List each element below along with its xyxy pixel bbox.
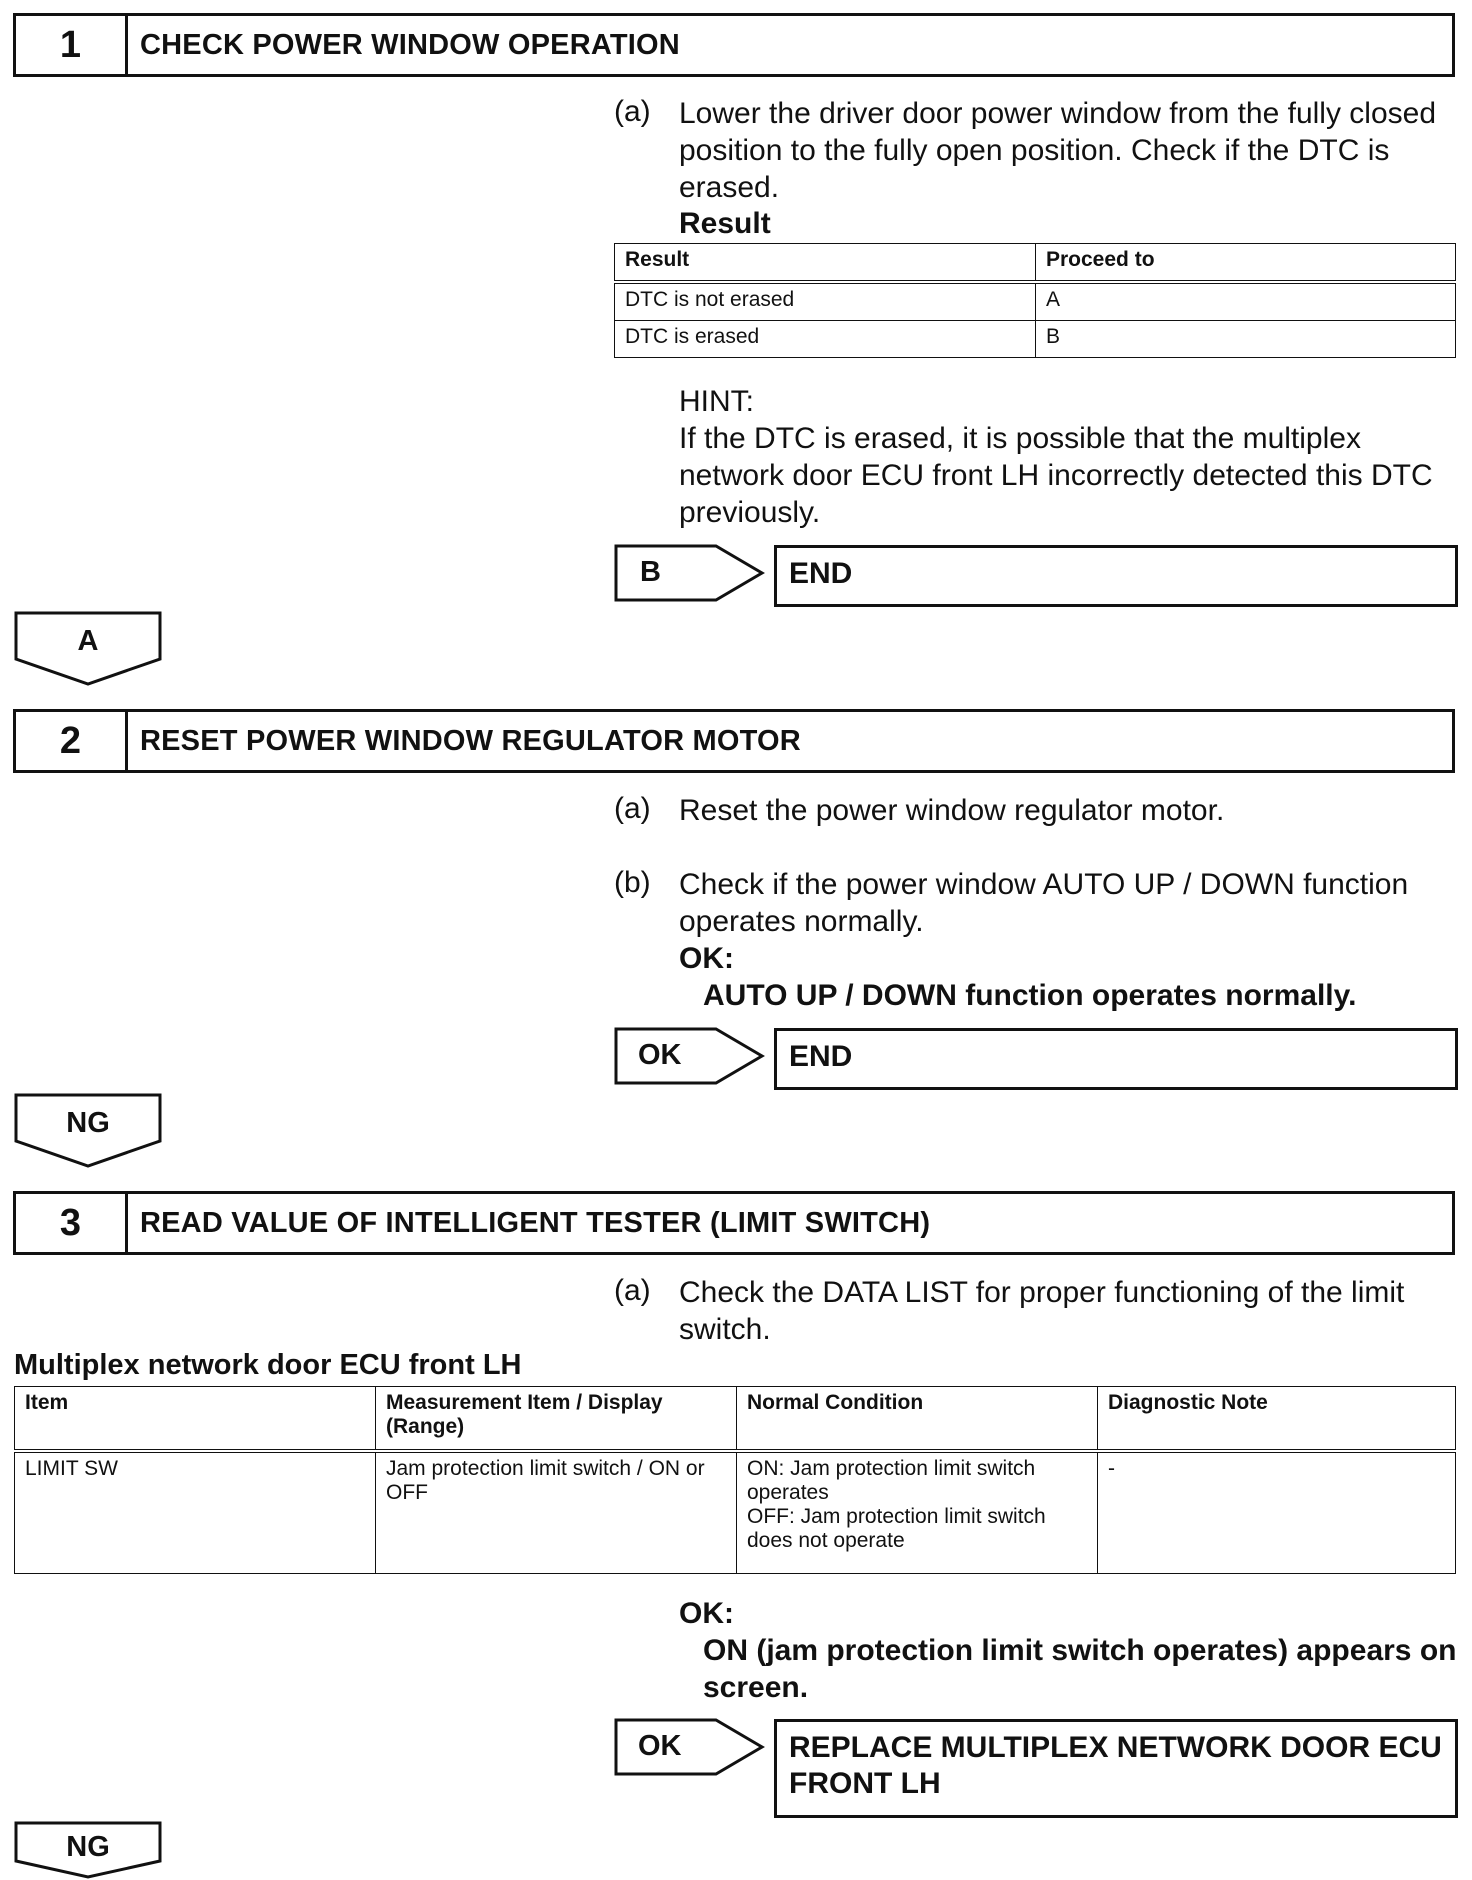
- table-cell: DTC is not erased: [615, 282, 1036, 321]
- table-cell: [737, 1451, 1098, 1574]
- table-cell: B: [1036, 321, 1456, 358]
- step-1-result-table: [614, 243, 1456, 358]
- step-3-header: [13, 1191, 1455, 1255]
- step-2-item-b-text: Check if the power window AUTO UP / DOWN function operates normally.: [679, 868, 1409, 938]
- step-3-data-list-table: [14, 1386, 1456, 1574]
- step-3-replace-box: REPLACE MULTIPLEX NETWORK DOOR ECU FRONT LH: [774, 1719, 1458, 1818]
- step-1-item-a-text: Lower the driver door power window from the fully closed position to the fully open position. Check if the DTC is erased.: [679, 97, 1437, 204]
- branch-ng-label: NG: [66, 1831, 110, 1863]
- branch-ok-arrow: [614, 1027, 766, 1085]
- step-2-ok-text: AUTO UP / DOWN function operates normally.: [703, 979, 1357, 1012]
- branch-ok-label: OK: [638, 1730, 682, 1762]
- step-3-ok-label: OK:: [679, 1597, 734, 1630]
- table-cell: -: [1098, 1451, 1456, 1574]
- branch-ok-arrow: [614, 1718, 766, 1776]
- step-2-header: [13, 709, 1455, 773]
- step-2-end-box: END: [774, 1028, 1458, 1090]
- branch-b-arrow: [614, 544, 766, 602]
- step-2-item-a-label: (a): [614, 792, 651, 825]
- table-cell: A: [1036, 282, 1456, 321]
- step-3-item-a-label: (a): [614, 1274, 651, 1307]
- table-header-cell: Measurement Item / Display (Range): [376, 1387, 737, 1452]
- step-3-title: READ VALUE OF INTELLIGENT TESTER (LIMIT SWITCH): [140, 1206, 931, 1239]
- step-1-item-a-label: (a): [614, 95, 651, 128]
- step-3-ok-text: ON (jam protection limit switch operates) appears on screen.: [703, 1634, 1457, 1704]
- branch-b-label: B: [640, 556, 661, 588]
- table-header-cell: Proceed to: [1036, 244, 1456, 283]
- normal-condition-on: ON: Jam protection limit switch operates: [747, 1457, 1036, 1504]
- branch-a-label: A: [77, 625, 99, 657]
- step-1-number: 1: [16, 16, 128, 74]
- table-header-cell: Item: [15, 1387, 376, 1452]
- table-cell: DTC is erased: [615, 321, 1036, 358]
- normal-condition-off: OFF: Jam protection limit switch does not operate: [747, 1505, 1046, 1552]
- step-3-item-a-text: Check the DATA LIST for proper functioning of the limit switch.: [679, 1276, 1405, 1346]
- step-1-result-heading: Result: [679, 207, 771, 240]
- step-1-hint-text: If the DTC is erased, it is possible that the multiplex network door ECU front LH incorrectly detected this DTC previously.: [679, 422, 1433, 529]
- step-1-title: CHECK POWER WINDOW OPERATION: [140, 28, 680, 61]
- table-row: [615, 321, 1456, 358]
- table-cell: LIMIT SW: [15, 1451, 376, 1574]
- step-2-item-b-label: (b): [614, 866, 651, 899]
- table-cell: Jam protection limit switch / ON or OFF: [376, 1451, 737, 1574]
- table-header-cell: Result: [615, 244, 1036, 283]
- branch-ng-label: NG: [66, 1107, 110, 1139]
- branch-ok-label: OK: [638, 1039, 682, 1071]
- table-row: [615, 282, 1456, 321]
- step-1-end-box: END: [774, 545, 1458, 607]
- step-2-number: 2: [16, 712, 128, 770]
- step-3-number: 3: [16, 1194, 128, 1252]
- table-header-cell: Diagnostic Note: [1098, 1387, 1456, 1452]
- table-header-row: [15, 1387, 1456, 1452]
- table-row: [15, 1451, 1456, 1574]
- table-header-row: [615, 244, 1456, 283]
- step-3-table-title: Multiplex network door ECU front LH: [14, 1349, 522, 1381]
- step-1-header: [13, 13, 1455, 77]
- step-1-hint-label: HINT:: [679, 385, 754, 418]
- step-2-title: RESET POWER WINDOW REGULATOR MOTOR: [140, 724, 801, 757]
- step-2-item-a-text: Reset the power window regulator motor.: [679, 794, 1225, 827]
- step-2-ok-label: OK:: [679, 942, 734, 975]
- table-header-cell: Normal Condition: [737, 1387, 1098, 1452]
